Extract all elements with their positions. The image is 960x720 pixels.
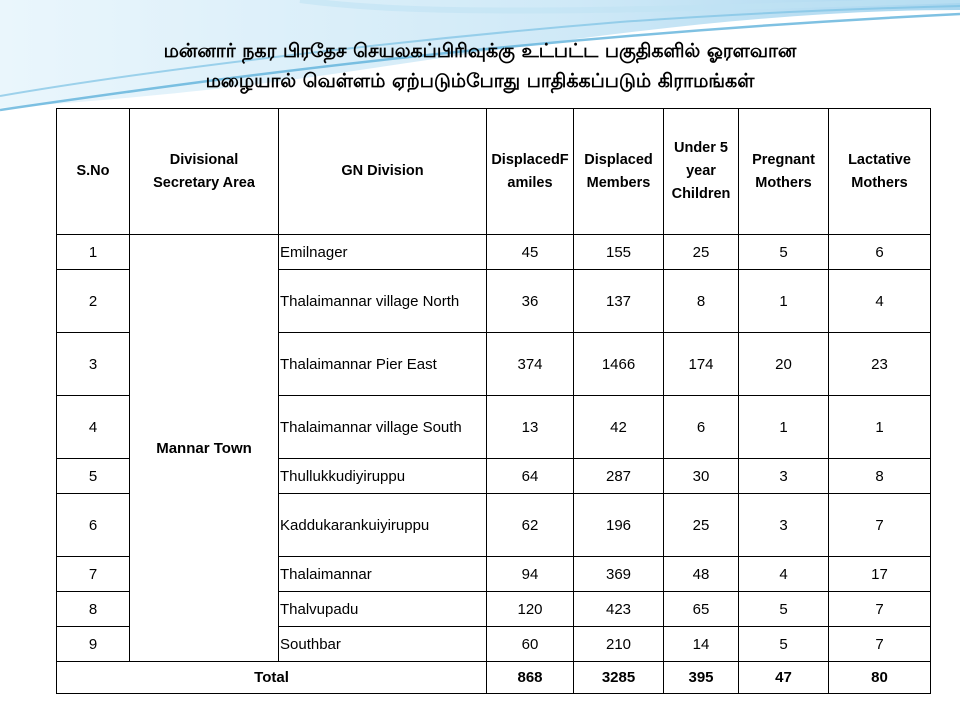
cell-pregnant-mothers: 1 (739, 270, 829, 333)
cell-sno: 7 (57, 557, 130, 592)
total-pregnant-mothers: 47 (739, 662, 829, 694)
cell-pregnant-mothers: 5 (739, 235, 829, 270)
cell-under5-children: 48 (664, 557, 739, 592)
table-row (57, 235, 931, 270)
total-displaced-members: 3285 (574, 662, 664, 694)
cell-displaced-members: 210 (574, 627, 664, 662)
cell-displaced-families: 45 (487, 235, 574, 270)
cell-displaced-families: 36 (487, 270, 574, 333)
page-title (40, 36, 920, 96)
cell-pregnant-mothers: 20 (739, 333, 829, 396)
cell-pregnant-mothers: 5 (739, 627, 829, 662)
total-under5-children: 395 (664, 662, 739, 694)
cell-displaced-members: 1466 (574, 333, 664, 396)
header-displaced-families: DisplacedF amiles (487, 109, 574, 235)
cell-pregnant-mothers: 4 (739, 557, 829, 592)
cell-under5-children: 8 (664, 270, 739, 333)
cell-sno: 3 (57, 333, 130, 396)
cell-displaced-families: 64 (487, 459, 574, 494)
cell-lactating-mothers: 7 (829, 627, 931, 662)
cell-lactating-mothers: 23 (829, 333, 931, 396)
header-gn-division: GN Division (279, 109, 487, 235)
cell-displaced-families: 62 (487, 494, 574, 557)
cell-lactating-mothers: 1 (829, 396, 931, 459)
cell-gn-division: Thalaimannar village North (279, 270, 487, 333)
cell-under5-children: 25 (664, 235, 739, 270)
cell-lactating-mothers: 6 (829, 235, 931, 270)
cell-displaced-families: 120 (487, 592, 574, 627)
cell-under5-children: 14 (664, 627, 739, 662)
total-lactating-mothers: 80 (829, 662, 931, 694)
cell-lactating-mothers: 17 (829, 557, 931, 592)
cell-gn-division: Thalaimannar village South (279, 396, 487, 459)
total-label: Total (57, 662, 487, 694)
cell-sno: 1 (57, 235, 130, 270)
title-line-1: மன்னார் நகர பிரதேச செயலகப்பிரிவுக்கு உட்பட்ட பகுதிகளில் ஓரளவான (163, 40, 797, 62)
cell-gn-division: Southbar (279, 627, 487, 662)
table-header-row (57, 109, 931, 235)
header-lactating-mothers: Lactative Mothers (829, 109, 931, 235)
cell-lactating-mothers: 8 (829, 459, 931, 494)
cell-sno: 2 (57, 270, 130, 333)
cell-sno: 4 (57, 396, 130, 459)
cell-lactating-mothers: 4 (829, 270, 931, 333)
header-sno: S.No (57, 109, 130, 235)
cell-displaced-members: 196 (574, 494, 664, 557)
cell-pregnant-mothers: 5 (739, 592, 829, 627)
cell-pregnant-mothers: 1 (739, 396, 829, 459)
cell-gn-division: Emilnager (279, 235, 487, 270)
cell-displaced-members: 423 (574, 592, 664, 627)
total-row (57, 662, 931, 694)
cell-sno: 9 (57, 627, 130, 662)
header-divisional-secretary-area: Divisional Secretary Area (130, 109, 279, 235)
header-pregnant-mothers: Pregnant Mothers (739, 109, 829, 235)
cell-sno: 8 (57, 592, 130, 627)
cell-under5-children: 174 (664, 333, 739, 396)
cell-displaced-families: 13 (487, 396, 574, 459)
cell-displaced-families: 374 (487, 333, 574, 396)
cell-gn-division: Thullukkudiyiruppu (279, 459, 487, 494)
header-displaced-members: Displaced Members (574, 109, 664, 235)
cell-under5-children: 30 (664, 459, 739, 494)
cell-pregnant-mothers: 3 (739, 459, 829, 494)
cell-gn-division: Thalaimannar (279, 557, 487, 592)
cell-displaced-members: 287 (574, 459, 664, 494)
cell-pregnant-mothers: 3 (739, 494, 829, 557)
title-line-2: மழையால் வெள்ளம் ஏற்படும்போது பாதிக்கப்படும் கிராமங்கள் (205, 70, 755, 92)
header-under5-children: Under 5 year Children (664, 109, 739, 235)
cell-displaced-members: 42 (574, 396, 664, 459)
cell-lactating-mothers: 7 (829, 592, 931, 627)
cell-displaced-members: 369 (574, 557, 664, 592)
cell-sno: 5 (57, 459, 130, 494)
cell-under5-children: 25 (664, 494, 739, 557)
cell-displaced-members: 137 (574, 270, 664, 333)
cell-gn-division: Kaddukarankuiyiruppu (279, 494, 487, 557)
cell-gn-division: Thalvupadu (279, 592, 487, 627)
displaced-villages-table (56, 108, 931, 694)
cell-displaced-families: 60 (487, 627, 574, 662)
cell-displaced-members: 155 (574, 235, 664, 270)
cell-displaced-families: 94 (487, 557, 574, 592)
cell-divisional-secretary-area: Mannar Town (130, 235, 279, 662)
cell-under5-children: 65 (664, 592, 739, 627)
total-displaced-families: 868 (487, 662, 574, 694)
cell-under5-children: 6 (664, 396, 739, 459)
cell-gn-division: Thalaimannar Pier East (279, 333, 487, 396)
cell-sno: 6 (57, 494, 130, 557)
cell-lactating-mothers: 7 (829, 494, 931, 557)
